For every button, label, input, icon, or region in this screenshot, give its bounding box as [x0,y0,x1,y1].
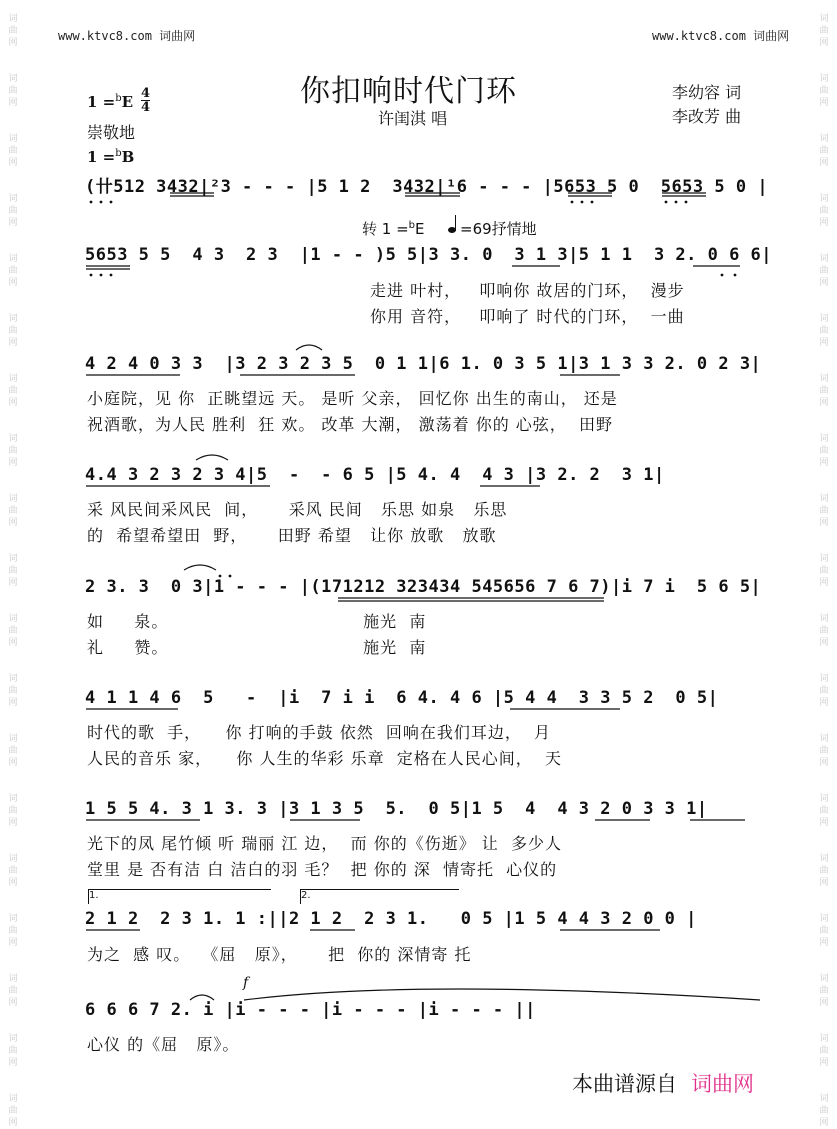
watermark-char: 网 [8,398,18,408]
lyric-row-8: 为之 感 叹。 《屈 原》， 把 你的 深情寄 托 [87,945,472,964]
watermark-char: 网 [8,578,18,588]
watermark-char: 曲 [8,26,18,36]
watermark-char: 词 [819,134,829,144]
lyric-row-4-verse-1: 采 风民间采风民 间， 采风 民间 乐思 如泉 乐思 [87,500,508,519]
watermark-char: 曲 [819,986,829,996]
watermark-char: 曲 [8,1106,18,1116]
watermark-char: 网 [8,1118,18,1128]
watermark-char: 网 [8,698,18,708]
watermark-char: 曲 [819,506,829,516]
watermark-char: 网 [819,398,829,408]
watermark-char: 曲 [8,206,18,216]
watermark-char: 词 [819,434,829,444]
watermark-char: 曲 [819,806,829,816]
watermark-char: 曲 [819,686,829,696]
watermark-char: 网 [8,758,18,768]
watermark-char: 曲 [8,386,18,396]
watermark-char: 词 [819,374,829,384]
watermark-char: 曲 [8,626,18,636]
watermark-char: 曲 [8,1046,18,1056]
watermark-char: 曲 [819,86,829,96]
watermark-char: 曲 [819,326,829,336]
watermark-char: 词 [819,494,829,504]
watermark-char: 词 [819,554,829,564]
watermark-char: 曲 [819,1106,829,1116]
composer: 李改芳 曲 [672,107,742,126]
song-title: 你扣响时代门环 [300,74,517,109]
watermark-char: 词 [819,614,829,624]
watermark-char: 网 [819,38,829,48]
watermark-char: 词 [8,974,18,984]
watermark-char: 网 [819,458,829,468]
volta-second-ending: 2. [300,889,459,904]
site-link-right[interactable]: www.ktvc8.com 词曲网 [652,29,790,43]
watermark-char: 网 [819,338,829,348]
watermark-char: 词 [8,854,18,864]
watermark-char: 词 [8,914,18,924]
watermark-char: 词 [8,194,18,204]
watermark-char: 网 [819,698,829,708]
lyric-row-5-verse-1: 如 泉。 施光 南 [87,612,427,631]
watermark-char: 曲 [8,926,18,936]
watermark-char: 网 [819,818,829,828]
watermark-char: 网 [819,998,829,1008]
watermark-char: 曲 [8,746,18,756]
watermark-char: 词 [819,1034,829,1044]
watermark-char: 词 [819,914,829,924]
watermark-char: 词 [8,794,18,804]
lyricist: 李幼容 词 [672,83,742,102]
lyric-row-3-verse-1: 小庭院，见 你 正眺望远 天。 是听 父亲， 回忆你 出生的南山， 还是 [87,389,618,408]
watermark-char: 词 [819,14,829,24]
watermark-char: 网 [8,338,18,348]
watermark-char: 词 [8,74,18,84]
source-credit [572,1068,754,1098]
watermark-char: 网 [819,278,829,288]
watermark-char: 网 [8,1058,18,1068]
tempo-marking: =69抒情地 [460,220,537,238]
watermark-char: 词 [8,614,18,624]
watermark-char: 网 [8,458,18,468]
watermark-char: 词 [8,1094,18,1104]
watermark-char: 曲 [8,806,18,816]
watermark-char: 词 [8,1034,18,1044]
key-signature-main: 1 =$^b$E [87,93,134,111]
watermark-char: 网 [8,998,18,1008]
watermark-char: 网 [819,1058,829,1068]
lyric-row-4-verse-2: 的 希望希望田 野， 田野 希望 让你 放歌 放歌 [87,526,497,545]
key-signature-intro: 1 =$^b$B [87,148,135,166]
watermark-char: 词 [819,74,829,84]
watermark-char: 网 [8,278,18,288]
watermark-char: 曲 [819,26,829,36]
watermark-char: 词 [8,314,18,324]
modulation-marking: 转 1 =$^b$E [362,220,425,238]
lyric-row-6-verse-2: 人民的音乐 家， 你 人生的华彩 乐章 定格在人民心间， 天 [87,749,562,768]
watermark-char: 词 [8,674,18,684]
site-link-left[interactable]: www.ktvc8.com 词曲网 [58,29,196,43]
watermark-char: 网 [819,758,829,768]
watermark-char: 网 [8,938,18,948]
watermark-char: 曲 [8,986,18,996]
watermark-char: 网 [8,878,18,888]
watermark-char: 词 [8,134,18,144]
watermark-char: 曲 [819,146,829,156]
volta-first-ending: 1. [88,889,271,904]
source-label: 本曲谱源自 [572,1072,677,1096]
watermark-char: 网 [819,578,829,588]
time-signature: $\frac{4}{4}$ [141,86,151,115]
watermark-char: 曲 [819,386,829,396]
watermark-char: 网 [819,1118,829,1128]
watermark-char: 词 [8,254,18,264]
watermark-char: 词 [8,734,18,744]
watermark-char: 网 [8,218,18,228]
lyric-row-7-verse-2: 堂里 是 否有洁 白 洁白的羽 毛？ 把 你的 深 情寄托 心仪的 [87,860,558,879]
score-row-5: 2 3. 3 0 3|1 - - - |(171212 323434 545656 7 6 7)|i 7 i 5 6 5| [85,577,762,597]
expression-marking: 崇敬地 [87,123,136,142]
score-row-7: 1 5 5 4. 3 1 3. 3 |3 1 3 5 5. 0 5|1 5 4 4 3 2 0 3 3 1| [85,799,708,819]
watermark-char: 网 [8,818,18,828]
watermark-char: 曲 [8,446,18,456]
lyric-row-6-verse-1: 时代的歌 手， 你 打响的手鼓 依然 回响在我们耳边， 月 [87,723,552,742]
score-row-3: 4 2 4 0 3 3 |3 2 3 2 3 5 0 1 1|6 1. 0 3 5 1|3 1 3 3 2. 0 2 3| [85,354,762,374]
watermark-char: 网 [819,158,829,168]
watermark-char: 网 [8,158,18,168]
lyric-row-3-verse-2: 祝酒歌，为人民 胜利 狂 欢。 改革 大潮， 激荡着 你的 心弦， 田野 [87,415,613,434]
watermark-char: 曲 [819,566,829,576]
watermark-char: 曲 [819,866,829,876]
lyric-row-9: 心仪 的《屈 原》。 [87,1035,240,1054]
lyric-row-5-verse-2: 礼 赞。 施光 南 [87,638,427,657]
watermark-char: 词 [8,554,18,564]
score-row-4: 4.4 3 2 3 2 3 4|5 - - 6 5 |5 4. 4 4 3 |3 2. 2 3 1| [85,465,665,485]
watermark-char: 词 [819,974,829,984]
score-row-1: (卄512 3432|²3 - - - |5 1 2 3432|¹6 - - - |5653 5 0 5653 5 0 | [85,177,769,197]
lyric-row-2-verse-2: 你用 音符， 叩响了 时代的门环， 一曲 [370,307,685,326]
lyric-row-2-verse-1: 走进 叶村， 叩响你 故居的门环， 漫步 [370,281,685,300]
watermark-char: 词 [819,314,829,324]
watermark-char: 曲 [8,566,18,576]
watermark-char: 网 [8,38,18,48]
singer: 许闺淇 唱 [378,109,448,128]
watermark-char: 词 [819,674,829,684]
watermark-char: 词 [8,494,18,504]
watermark-char: 词 [819,794,829,804]
watermark-char: 词 [8,374,18,384]
watermark-char: 网 [819,938,829,948]
score-row-8: 2 1 2 2 3 1. 1 :||2 1 2 2 3 1. 0 5 |1 5 4 4 3 2 0 0 | [85,909,697,929]
watermark-char: 网 [8,638,18,648]
watermark-char: 曲 [819,926,829,936]
watermark-char: 词 [8,14,18,24]
score-row-9: 6 6 6 7 2. i |i - - - |i - - - |i - - - || [85,1000,536,1020]
watermark-char: 网 [819,878,829,888]
watermark-char: 曲 [8,326,18,336]
watermark-char: 曲 [819,1046,829,1056]
watermark-char: 网 [8,518,18,528]
watermark-char: 曲 [819,266,829,276]
watermark-char: 曲 [819,206,829,216]
watermark-char: 网 [819,98,829,108]
watermark-char: 网 [8,98,18,108]
watermark-char: 词 [819,254,829,264]
watermark-char: 曲 [819,746,829,756]
watermark-char: 曲 [819,446,829,456]
watermark-char: 曲 [8,266,18,276]
watermark-char: 词 [819,854,829,864]
source-brand-link[interactable]: 词曲网 [691,1072,754,1096]
watermark-char: 词 [819,734,829,744]
watermark-char: 曲 [8,146,18,156]
score-row-6: 4 1 1 4 6 5 - |i 7 i i 6 4. 4 6 |5 4 4 3 3 5 2 0 5| [85,688,719,708]
watermark-char: 网 [819,638,829,648]
watermark-char: 词 [819,1094,829,1104]
watermark-char: 曲 [8,86,18,96]
watermark-char: 词 [8,434,18,444]
dynamic-forte: f [243,975,249,991]
watermark-char: 曲 [819,626,829,636]
watermark-char: 网 [819,518,829,528]
watermark-char: 曲 [8,506,18,516]
score-row-2: 5653 5 5 4 3 2 3 |1 - - )5 5|3 3. 0 3 1 3|5 1 1 3 2. 0 6 6| [85,245,773,265]
watermark-char: 网 [819,218,829,228]
watermark-char: 词 [819,194,829,204]
watermark-char: 曲 [8,686,18,696]
lyric-row-7-verse-1: 光下的凤 尾竹倾 听 瑞丽 江 边， 而 你的《伤逝》 让 多少人 [87,834,562,853]
watermark-char: 曲 [8,866,18,876]
